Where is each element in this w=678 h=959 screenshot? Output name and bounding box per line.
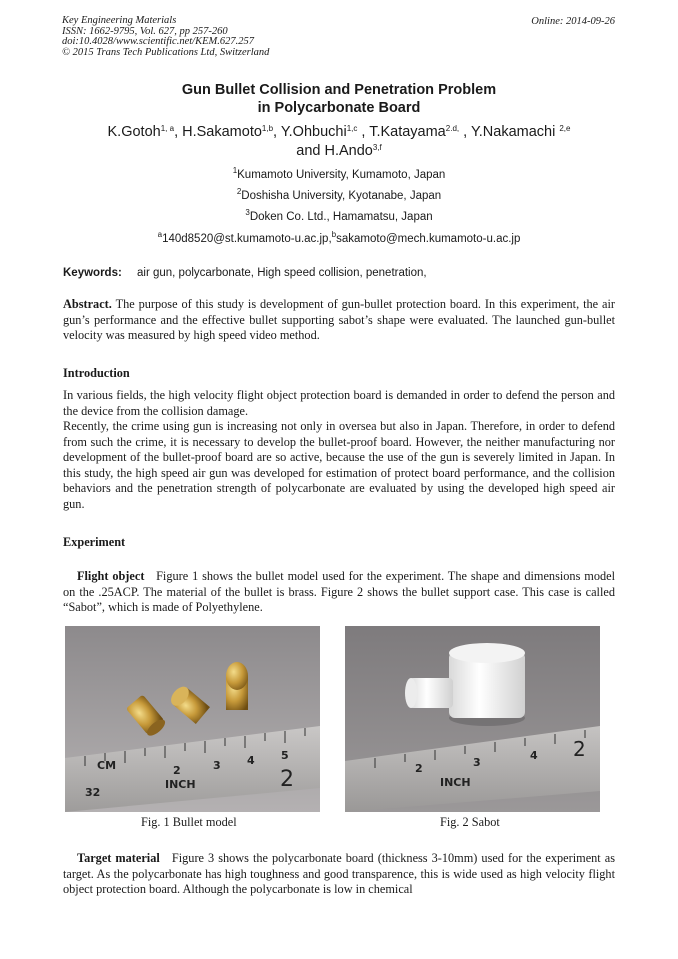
ruler-number: 2 <box>173 764 181 777</box>
author-list-line2 <box>0 143 678 159</box>
journal-header <box>62 16 269 58</box>
affiliation-mark: 3 <box>245 208 250 217</box>
author-name: T.Katayama <box>369 124 446 140</box>
author-emails <box>0 230 678 245</box>
author-affiliation-mark: 3,f <box>372 143 382 152</box>
ruler-number: 32 <box>85 786 101 799</box>
section-heading-experiment: Experiment <box>63 535 126 549</box>
ruler-number: 3 <box>213 759 221 772</box>
keywords-label: Keywords: <box>63 267 122 279</box>
ruler-number: 2 <box>280 767 294 792</box>
email-b: sakamoto@mech.kumamoto-u.ac.jp <box>336 233 521 245</box>
ruler-number: 4 <box>530 749 538 762</box>
author-name: Y.Nakamachi <box>470 124 560 140</box>
author-name: K.Gotoh <box>107 124 161 140</box>
figure-2-caption: Fig. 2 Sabot <box>440 815 500 829</box>
author-affiliation-mark: 1, a <box>160 124 175 133</box>
target-material-paragraph <box>63 851 615 898</box>
figure-1-bullet-photo <box>65 626 320 812</box>
introduction-paragraph-2: Recently, the crime using gun is increasing not only in oversea but also in Japan. Therefore, in order to defend from such the crime, it is necessary to develop the bullet-proof board. However, the neither manufacturing nor development of the bullet-proof board are so active, because the use of the gun is severely limited in Japan. In this study, the high speed air gun was developed for estimation of protect board performance, and the collision behaviors and the penetration strength of polycarbonate are evaluated by using the developed high speed air gun. <box>63 419 615 511</box>
ruler-number: 2 <box>415 762 423 775</box>
author-affiliation-mark: 1,b <box>261 124 274 133</box>
ruler-inch-label: INCH <box>440 776 471 789</box>
copyright-line: © 2015 Trans Tech Publications Ltd, Switzerland <box>62 46 270 58</box>
affiliation-mark: 2 <box>236 187 242 196</box>
keywords-text: air gun, polycarbonate, High speed collision, penetration, <box>137 267 427 279</box>
paper-title-line2: in Polycarbonate Board <box>257 100 421 116</box>
author-name: Y.Ohbuchi <box>280 124 347 140</box>
author-name: and H.Ando <box>296 143 373 159</box>
email-mark: b <box>331 230 337 239</box>
abstract <box>63 297 615 344</box>
doi-line: doi:10.4028/www.scientific.net/KEM.627.257 <box>62 36 254 47</box>
author-separator: , <box>357 124 370 140</box>
author-affiliation-mark: 2.d, <box>445 124 460 133</box>
abstract-text: The purpose of this study is development of gun-bullet protection board. In this experiment, the air gun’s performance and the effective bullet supporting sabot’s shape were evaluated. The launched gun-bullet velocity was measured by high speed video method. <box>63 297 616 343</box>
section-heading-introduction: Introduction <box>63 366 130 380</box>
affiliation-mark: 1 <box>232 166 238 175</box>
flight-object-paragraph <box>63 569 615 616</box>
email-a: 140d8520@st.kumamoto-u.ac.jp, <box>162 233 332 245</box>
ruler-inch-label: INCH <box>165 778 196 791</box>
affiliation-text: Kumamoto University, Kumamoto, Japan <box>237 169 446 181</box>
author-list-line1 <box>0 124 678 140</box>
introduction-paragraph-1: In various fields, the high velocity flight object protection board is demanded in order to defend the person and the device from the collision damage. <box>63 388 615 418</box>
target-material-label: Target material <box>77 851 160 865</box>
journal-name: Key Engineering Materials <box>62 15 177 26</box>
ruler-number: 4 <box>247 754 255 767</box>
email-mark: a <box>157 230 163 239</box>
paper-title-line1: Gun Bullet Collision and Penetration Problem <box>181 82 497 98</box>
flight-object-text: Figure 1 shows the bullet model used for the experiment. The shape and dimensions model on the .25ACP. The material of the bullet is brass. Figure 2 shows the bullet support case. This case is called “Sabot”, which is made of Polyethylene. <box>63 569 615 615</box>
sabot-photo-illustration <box>345 626 600 812</box>
ruler-number: 2 <box>573 737 586 761</box>
ruler-number: 5 <box>281 749 289 762</box>
issn-line: ISSN: 1662-9795, Vol. 627, pp 257-260 <box>62 25 228 37</box>
affiliation-text: Doken Co. Ltd., Hamamatsu, Japan <box>249 211 433 223</box>
abstract-label: Abstract. <box>63 297 112 311</box>
affiliation-1 <box>0 166 678 181</box>
affiliation-2 <box>0 187 678 202</box>
author-name: H.Sakamoto <box>182 124 262 140</box>
flight-object-label: Flight object <box>77 569 145 583</box>
author-affiliation-mark: 2,e <box>559 124 571 133</box>
ruler-cm-label: CM <box>97 759 117 772</box>
figure-1-caption: Fig. 1 Bullet model <box>141 815 237 829</box>
author-separator: , <box>273 124 281 140</box>
author-affiliation-mark: 1,c <box>346 124 358 133</box>
ruler-number: 3 <box>473 756 481 769</box>
online-date: Online: 2014-09-26 <box>531 16 615 27</box>
affiliation-3 <box>0 208 678 223</box>
keywords <box>63 267 427 279</box>
affiliation-text: Doshisha University, Kyotanabe, Japan <box>241 190 442 202</box>
target-material-text: Figure 3 shows the polycarbonate board (thickness 3-10mm) used for the experiment as target. As the polycarbonate has high toughness and good transparence, this is wide used as high velocity flight object protection board. Although the polycarbonate is low in chemical <box>63 851 615 897</box>
figure-2-sabot-photo <box>345 626 600 812</box>
author-separator: , <box>174 124 183 140</box>
bullet-photo-illustration <box>65 626 320 812</box>
author-separator: , <box>459 124 468 140</box>
